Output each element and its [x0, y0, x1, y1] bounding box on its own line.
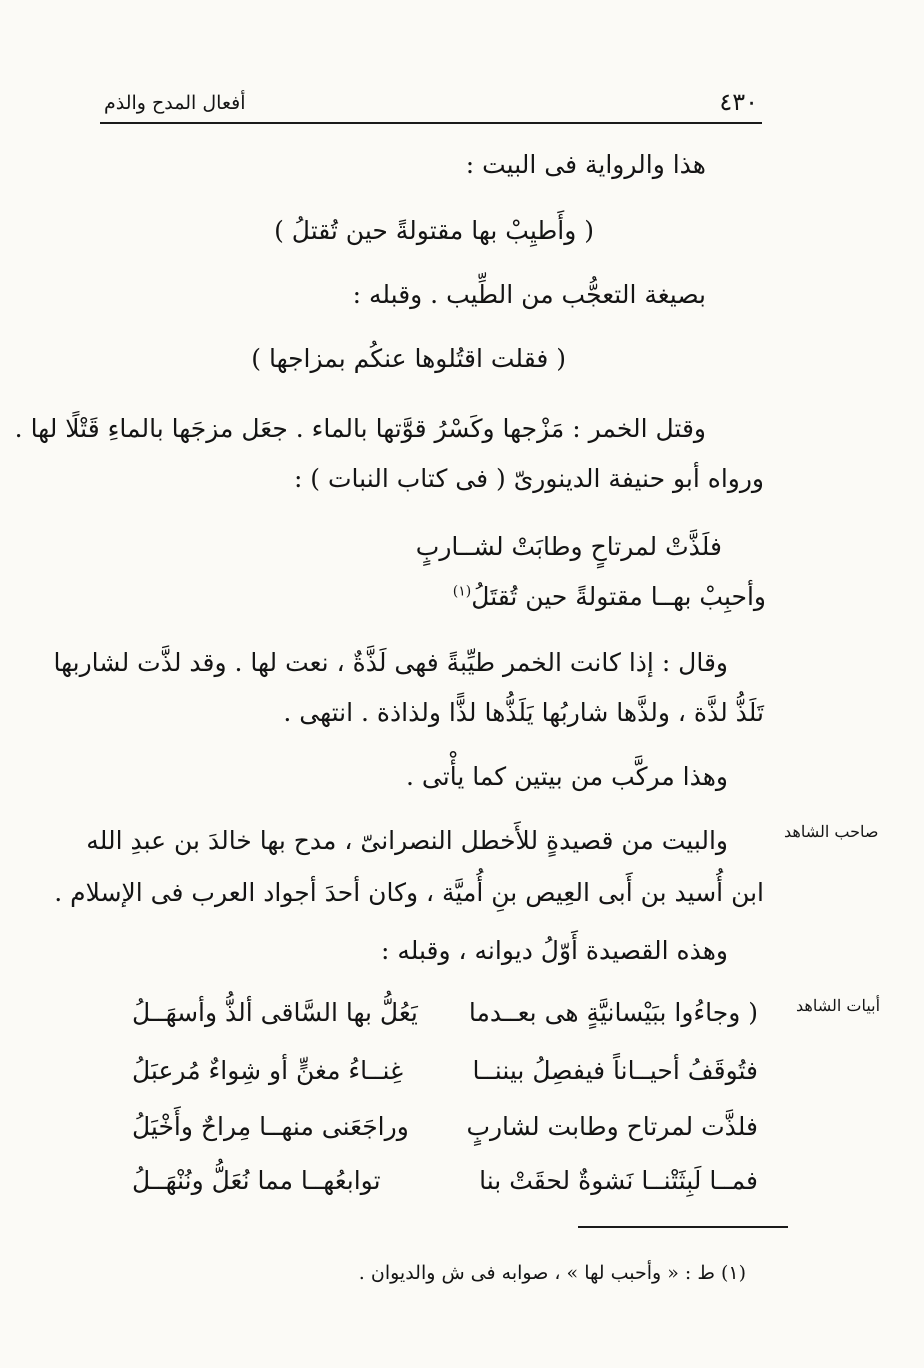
verse-second-hemistich: غِنــاءُ مغنٍّ أو شِواءٌ مُرعبَلُ [132, 1056, 404, 1085]
verse-line: فلَذَّتْ لمرتاحٍ وطابَتْ لشــاربٍ [415, 532, 722, 561]
quoted-hemistich: ( وأَطيِبْ بها مقتولةً حين تُقتلُ ) [274, 216, 594, 245]
body-line: والبيت من قصيدةٍ للأَخطل النصرانىّ ، مدح بها خالدَ بن عبدِ الله [86, 826, 728, 855]
body-line: تَلَذُّ لذَّة ، ولذَّها شاربُها يَلَذُّها لذًّا ولذاذة . انتهى . [283, 698, 764, 727]
body-line: وقتل الخمر : مَزْجها وكَسْرُ قوَّتها بالماء . جعَل مزجَها بالماءِ قَتْلًا لها . [14, 414, 706, 443]
body-line: هذا والرواية فى البيت : [465, 150, 706, 179]
body-line: وهذه القصيدة أَوّلُ ديوانه ، وقبله : [380, 936, 728, 965]
verse-line [453, 582, 766, 612]
body-line: بصيغة التعجُّب من الطِّيب . وقبله : [352, 280, 706, 309]
page-header [100, 88, 762, 124]
margin-note-author: صاحب الشاهد [784, 822, 879, 841]
page-number: ٤٣٠ [719, 88, 758, 116]
margin-note-verses: أبيات الشاهد [796, 996, 881, 1015]
body-line: وهذا مركَّب من بيتين كما يأْتى . [406, 762, 728, 791]
footnote-divider [578, 1226, 788, 1228]
body-line: ورواه أبو حنيفة الدينورىّ ( فى كتاب النبات ) : [293, 464, 764, 493]
verse-second-hemistich: توابعُهــا مما نُعَلُّ ونُنْهَــلُ [132, 1166, 381, 1195]
body-line: وقال : إذا كانت الخمر طيِّبةً فهى لَذَّةٌ ، نعت لها . وقد لذَّت لشاربها [53, 648, 728, 677]
footnote: (١) ط : « وأحبب لها » ، صوابه فى ش والديوان . [358, 1262, 746, 1284]
verse-first-hemistich: ( وجاءُوا ببَيْسانيَّةٍ هى بعــدما [468, 998, 758, 1027]
verse-second-hemistich: وراجَعَنى منهــا مِراحٌ وأَخْيَلُ [132, 1112, 409, 1141]
verse-text: وأحبِبْ بهــا مقتولةً حين تُقتَلُ [471, 582, 766, 611]
verse-first-hemistich: فلذَّت لمرتاح وطابت لشاربٍ [466, 1112, 758, 1141]
running-title: أفعال المدح والذم [104, 92, 246, 114]
quoted-hemistich: ( فقلت اقتُلوها عنكُم بمزاجها ) [251, 344, 566, 373]
verse-first-hemistich: فمــا لَبِثَتْنــا نَشوةٌ لحقَتْ بنا [479, 1166, 758, 1195]
footnote-marker: (١) [452, 583, 472, 600]
verse-second-hemistich: يَعُلُّ بها السَّاقى ألذُّ وأسهَــلُ [132, 998, 418, 1027]
verse-first-hemistich: فتُوقَفُ أحيــاناً فيفصِلُ بيننــا [472, 1056, 758, 1085]
body-line: ابن أُسيد بن أَبى العِيص بنِ أُميَّة ، وكان أحدَ أجواد العرب فى الإسلام . [54, 878, 764, 907]
